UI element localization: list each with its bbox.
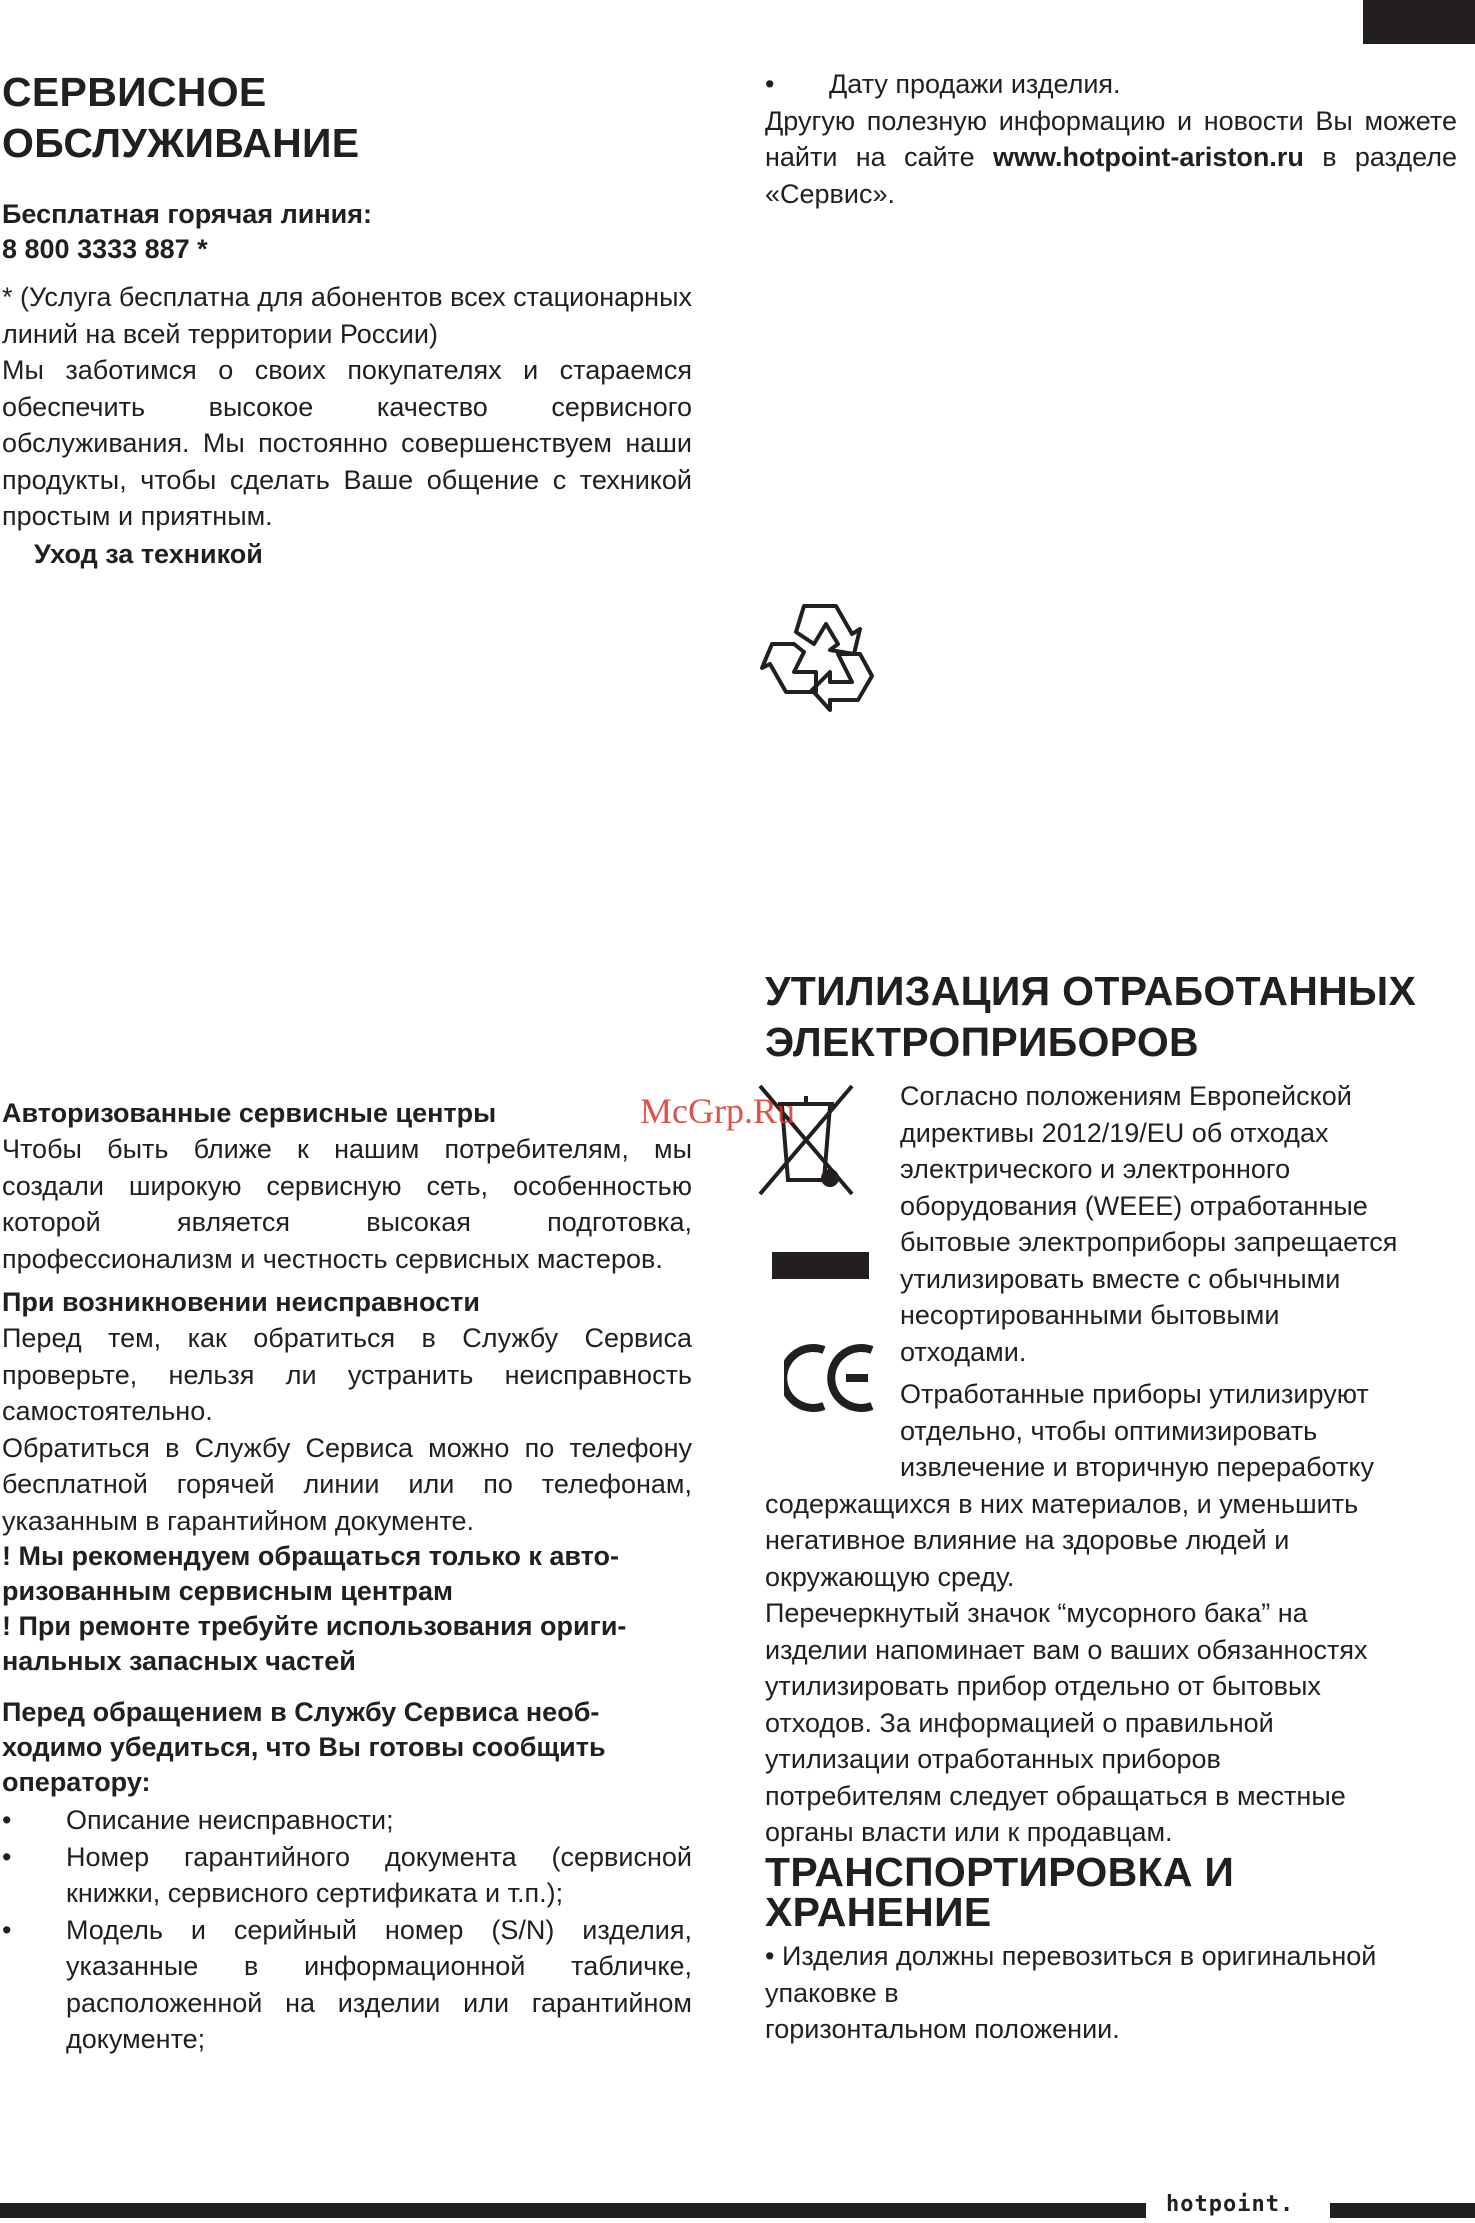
weee-line: директивы 2012/19/EU об отходах [900,1117,1329,1148]
disposal-line: изделии напоминает вам о ваших обязанностях [765,1634,1368,1665]
weee-line: отходами. [900,1336,1027,1367]
list-item-text: Модель и серийный номер (S/N) изделия, указанные в информационной табличке, расположенной на изделии или гарантийном документе; [66,1914,692,2054]
weee-line: бытовые электроприборы запрещается [900,1227,1398,1257]
before-contact-line-3: оператору: [2,1767,151,1797]
recycling-title-line-1: УТИЛИЗАЦИЯ ОТРАБОТАННЫХ [765,968,1417,1014]
bullet: • [2,1914,12,1945]
weee-bar [772,1252,869,1279]
list-item-text: Номер гарантийного документа (сервисной книжки, сервисного сертификата и т.п.); [66,1841,692,1908]
website-link[interactable]: www.hotpoint-ariston.ru [992,142,1304,172]
hotline-label: Бесплатная горячая линия: [2,199,372,229]
warning-authorized [2,1539,692,1609]
disposal-line: негативное влияние на здоровье людей и [765,1525,1290,1555]
info-list [2,1802,692,2058]
fault-text-1: Перед тем, как обратиться в Службу Сервиса проверьте, нельзя ли устранить неисправность самостоятельно. [2,1323,692,1426]
disposal-line: отдельно, чтобы оптимизировать [900,1415,1318,1446]
transport-title [765,1849,1465,1935]
transport-line: упаковке в [765,1977,899,2008]
transport-text [765,1938,1465,2048]
disposal-line: органы власти или к продавцам. [765,1817,1173,1847]
disposal-line: содержащихся в них материалов, и уменьшить [765,1488,1359,1519]
weee-line: электрического и электронного [900,1154,1291,1184]
list-item-text: Дату продажи изделия. [829,69,1121,99]
bullet: • [2,1805,12,1835]
disposal-line: окружающую среду. [765,1561,1015,1592]
list-item-text: Описание неисправности; [66,1805,394,1835]
weee-line: утилизировать вместе с обычными [900,1263,1341,1294]
website-info-prefix: Другую полезную информацию и новости Вы можете найти на сайте [765,105,1457,172]
hotpoint-logo: hotpoint. [1166,2192,1295,2217]
disposal-line: извлечение и вторичную переработку [900,1452,1374,1482]
recycling-title-line-2: ЭЛЕКТРОПРИБОРОВ [765,1019,1199,1065]
before-contact-line-1: Перед обращением в Службу Сервиса необ- [2,1697,600,1727]
fault-heading: При возникновении неисправности [2,1287,480,1317]
footer-bar-left [0,2203,1146,2218]
bullet: • [2,1841,12,1872]
care-text: Мы заботимся о своих покупателях и стараемся обеспечить высокое качество сервисного обслуживания. Мы постоянно совершенствуем наши продукты, чтобы сделать Ваше общение с техникой простым и приятным. [2,355,692,531]
separate-disposal-text [765,1376,1465,1851]
weee-text [900,1078,1460,1370]
footer-bar-right [1330,2203,1475,2218]
disposal-line: Отработанные приборы утилизируют [900,1379,1369,1409]
right-column-top [765,66,1457,212]
hotline-note: * (Услуга бесплатна для абонентов всех стационарных линий на всей территории России) [2,282,692,349]
list-item [2,1839,692,1912]
list-item [765,66,1457,103]
weee-line: несортированными бытовыми [900,1300,1280,1330]
weee-line: оборудования (WEEE) отработанные [900,1190,1368,1221]
disposal-line: потребителям следует обращаться в местные [765,1780,1346,1811]
auth-centers-text: Чтобы быть ближе к нашим потребителям, мы создали широкую сервисную сеть, особенностью которой является высокая подготовка, профессионализм и честность сервисных мастеров. [2,1134,692,1274]
care-heading: Уход за техникой [34,538,263,569]
weee-line: Согласно положениям Европейской [900,1081,1352,1111]
warning-authorized-line-1: ! Мы рекомендуем обращаться только к авто- [2,1541,620,1571]
service-title-line-1: СЕРВИСНОЕ [2,69,267,115]
list-item [2,1802,692,1839]
watermark: McGrp.Ru [640,1091,795,1131]
before-contact-heading [2,1695,692,1800]
warning-parts-line-2: нальных запасных частей [2,1646,356,1676]
auth-centers-heading: Авторизованные сервисные центры [2,1098,497,1128]
bullet: • [765,69,775,99]
left-column-top [2,67,692,572]
disposal-line: утилизации отработанных приборов [765,1744,1221,1774]
warning-authorized-line-2: ризованным сервисным центрам [2,1576,453,1606]
page-corner-tab [1363,0,1475,44]
disposal-line: Перечеркнутый значок “мусорного бака” на [765,1598,1308,1628]
before-contact-line-2: ходимо убедиться, что Вы готовы сообщить [2,1732,606,1762]
warning-parts-line-1: ! При ремонте требуйте использования ориги- [2,1611,627,1641]
disposal-line: утилизировать прибор отдельно от бытовых [765,1671,1321,1701]
warning-original-parts [2,1609,692,1679]
transport-line: • Изделия должны перевозиться в оригинальной [765,1941,1377,1971]
recycle-icon [760,598,878,712]
left-column-bottom [2,1096,692,2058]
website-info [765,103,1457,213]
transport-title-line-1: ТРАНСПОРТИРОВКА И [765,1849,1235,1895]
service-title-line-2: ОБСЛУЖИВАНИЕ [2,120,360,166]
service-title [2,67,692,169]
transport-title-line-2: ХРАНЕНИЕ [765,1889,992,1935]
transport-line: горизонтальном положении. [765,2014,1120,2044]
fault-text-2: Обратиться в Службу Сервиса можно по телефону бесплатной горячей линии или по телефонам, указанным в гарантийном документе. [2,1432,692,1536]
list-item [2,1912,692,2058]
disposal-line: отходов. За информацией о правильной [765,1707,1274,1738]
website-info-suffix: в разделе «Сервис». [765,142,1457,209]
recycling-title [765,966,1465,1068]
hotline-number: 8 800 3333 887 * [2,234,208,264]
